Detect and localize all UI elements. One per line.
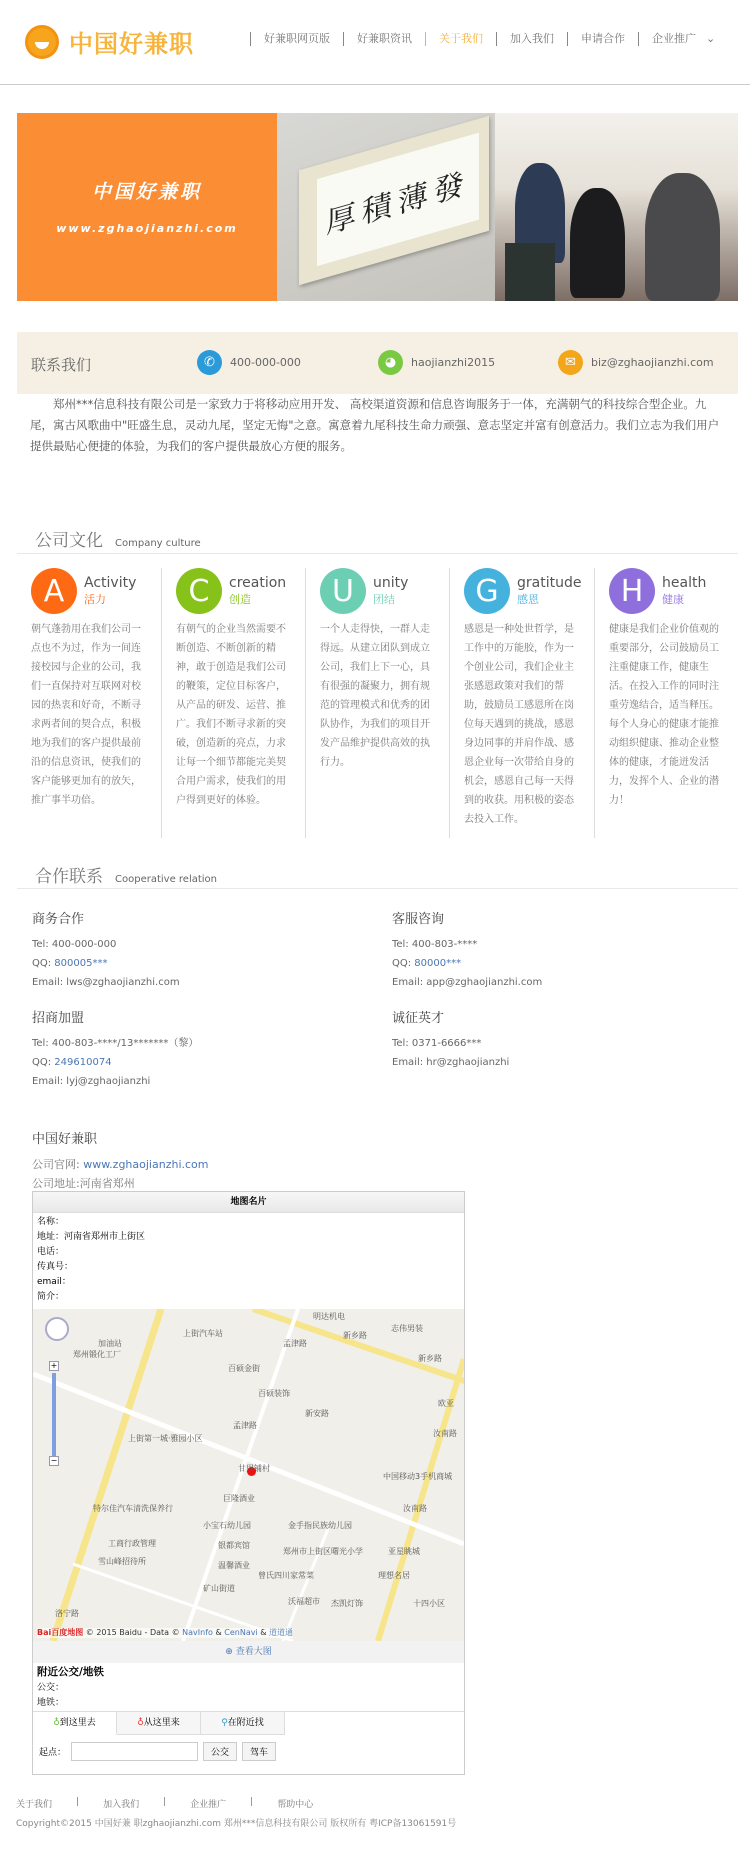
phone-icon: ✆ <box>197 350 222 375</box>
zoom-in-button[interactable]: + <box>50 1361 58 1370</box>
map-label: 郑州市上街区曙光小学 <box>283 1547 363 1556</box>
nav-item-news[interactable]: 好兼职资讯 <box>343 32 425 46</box>
navinfo-link[interactable]: NavInfo <box>182 1628 213 1637</box>
group-tel: Tel: 400-803-**** <box>392 939 478 950</box>
banner-brand-panel <box>17 113 277 301</box>
daodaotong-link[interactable]: 道道通 <box>269 1628 294 1637</box>
map-label: 十四小区 <box>413 1599 445 1608</box>
start-label: 起点： <box>39 1748 67 1758</box>
divider <box>17 888 738 889</box>
map-label: 理想名居 <box>378 1571 410 1580</box>
nav-item-about[interactable]: 关于我们 <box>425 32 496 46</box>
map-label: 曾氏四川家常菜 <box>258 1571 314 1580</box>
zoom-slider[interactable] <box>52 1373 56 1456</box>
culture-list <box>17 568 738 838</box>
green-pin-icon: ♁ <box>53 1718 60 1728</box>
group-email: Email: app@zghaojianzhi.com <box>392 977 543 988</box>
culture-item-activity <box>17 568 161 838</box>
contact-group-service <box>392 910 542 992</box>
qq-link[interactable]: 800005*** <box>54 958 108 969</box>
map-label: 沃福超市 <box>288 1597 320 1606</box>
group-email: Email: lyj@zghaojianzhi <box>32 1076 151 1087</box>
route-form <box>39 1742 276 1761</box>
tab-from-here[interactable] <box>117 1712 201 1735</box>
company-site <box>32 1155 209 1174</box>
bus-button[interactable]: 公交 <box>203 1742 237 1761</box>
cennavi-link[interactable]: CenNavi <box>224 1628 258 1637</box>
map-label: 上街第一城·雅园小区 <box>128 1434 203 1443</box>
map-label: 温馨酒业 <box>218 1561 250 1570</box>
info-email: email： <box>37 1277 71 1287</box>
culture-item-gratitude <box>449 568 594 838</box>
company-name: 中国好兼职 <box>32 1132 98 1147</box>
baidu-logo: Bai百度地图 <box>37 1628 84 1637</box>
footer-link-promotion[interactable]: 企业推广 <box>190 1800 227 1810</box>
amp: & <box>212 1628 225 1637</box>
map-copyright <box>37 1628 293 1638</box>
culture-en: Activity <box>84 575 137 591</box>
contact-bar-title: 联系我们 <box>31 356 92 374</box>
group-qq <box>32 954 180 973</box>
banner-title: 中国好兼职 <box>91 181 202 203</box>
contact-group-business <box>32 910 180 992</box>
info-intro: 简介： <box>37 1292 65 1302</box>
culture-zh: 团结 <box>373 593 395 606</box>
culture-head <box>176 568 291 614</box>
info-address: 地址：河南省郑州市上街区 <box>37 1232 146 1242</box>
map-label: 汝南路 <box>403 1504 427 1513</box>
group-title: 商务合作 <box>32 912 85 927</box>
culture-text: 健康是我们企业价值观的重要部分，公司鼓励员工注重健康工作，健康生活。在投入工作的同时注重劳逸结合，适当释压。每个人身心的健康才能推动组织健康、推动企业整体的健康，才能迸发活力，发挥个人、企业的潜力！ <box>609 624 719 806</box>
cooperation-subtitle: Cooperative relation <box>115 874 218 885</box>
map-card-title: 地图名片 <box>33 1192 464 1213</box>
map-label: 汝南路 <box>433 1429 457 1438</box>
route-tabs <box>33 1711 464 1734</box>
qq-label: QQ: <box>392 958 415 969</box>
red-pin-icon: ♁ <box>137 1718 144 1728</box>
culture-title-zh: 公司文化 <box>35 531 103 551</box>
copyright: Copyright©2015 中国好兼 职zghaojianzhi.com 郑州***信息科技有限公司 版权所有 粤ICP备13061591号 <box>16 1819 457 1829</box>
contact-email <box>558 350 714 375</box>
group-title: 诚征英才 <box>392 1011 445 1026</box>
culture-en: creation <box>229 575 287 591</box>
copyright-prefix: © 2015 Baidu - Data © <box>85 1628 183 1637</box>
map-label: 洛宁路 <box>55 1609 79 1618</box>
company-info <box>32 1130 209 1193</box>
nearby-title: 附近公交/地铁 <box>37 1666 104 1678</box>
culture-head <box>31 568 147 614</box>
smiley-logo-icon <box>25 25 59 59</box>
map-label: 特尔佳汽车清洗保养行 <box>93 1504 173 1513</box>
nav-item-join[interactable]: 加入我们 <box>496 32 567 46</box>
map-label: 中国移动3手机商城 <box>383 1472 453 1481</box>
separator: | <box>250 1797 254 1807</box>
map-label: 加油站 <box>98 1339 122 1348</box>
contact-wechat <box>378 350 495 375</box>
map-label: 新乡路 <box>418 1354 442 1363</box>
letter-circle-icon: C <box>176 568 222 614</box>
letter-circle-icon: U <box>320 568 366 614</box>
view-large-label: 查看大图 <box>235 1647 272 1657</box>
tab-go-here[interactable] <box>33 1712 117 1735</box>
map-label: 小宝石幼儿园 <box>203 1521 251 1530</box>
contact-phone <box>197 350 301 375</box>
culture-text: 朝气蓬勃用在我们公司一点也不为过，作为一间连接校园与企业的公司，我们一直保持对互联网对校园的热衷和好奇，不断寻求两者间的契合点，积极地为我们的客户提供最前沿的信息资讯，使我们的客户能够更加有的放矢，推广事半功倍。 <box>31 624 141 806</box>
phone-number: 400-000-000 <box>230 356 301 369</box>
chevron-down-icon: ⌄ <box>706 32 716 45</box>
nav-item-cooperate[interactable]: 申请合作 <box>567 32 638 46</box>
banner-url: www.zghaojianzhi.com <box>56 222 238 235</box>
group-email: Email: lws@zghaojianzhi.com <box>32 977 180 988</box>
wechat-id: haojianzhi2015 <box>411 356 496 369</box>
culture-zh: 活力 <box>84 593 106 606</box>
group-email: Email: hr@zghaojianzhi <box>392 1057 510 1068</box>
culture-item-creation <box>161 568 305 838</box>
footer-link-help[interactable]: 帮助中心 <box>277 1800 314 1810</box>
banner <box>17 113 738 301</box>
map-label: 甘里铺村 <box>238 1464 270 1473</box>
map-label: 百硕金街 <box>228 1364 260 1373</box>
tab-label: 在附近找 <box>227 1718 264 1728</box>
map-card <box>32 1191 465 1775</box>
site-label: 公司官网: <box>32 1158 84 1171</box>
tab-search-nearby[interactable] <box>201 1712 285 1735</box>
map-label: 孟津路 <box>233 1421 257 1430</box>
nearby-transit <box>33 1663 464 1713</box>
pan-control-icon[interactable] <box>45 1317 69 1341</box>
map-label: 百硕装饰 <box>258 1389 290 1398</box>
contact-group-hr <box>392 1009 509 1072</box>
footer-link-about[interactable]: 关于我们 <box>16 1800 53 1810</box>
baidu-map[interactable] <box>33 1309 464 1641</box>
group-title: 客服咨询 <box>392 912 445 927</box>
culture-text: 感恩是一种处世哲学，是工作中的万能胶，作为一个创业公司，我们企业主张感恩政策对我们的帮助，鼓励员工感恩所在岗位每天遇到的挑战，感恩身边同事的并肩作战、感恩企业每一次带给自身的机会，感恩自己每一天得到的收获。用积极的姿态去投入工作。 <box>464 624 574 825</box>
map-label: 郑州锻化工厂 <box>73 1350 121 1359</box>
culture-item-unity <box>305 568 449 838</box>
map-label: 欧亚 <box>438 1399 454 1408</box>
calligraphy-text: 厚積薄發 <box>317 133 479 266</box>
culture-en: gratitude <box>517 575 582 591</box>
drive-button[interactable]: 驾车 <box>242 1742 276 1761</box>
divider <box>17 553 738 554</box>
logo-text: 中国好兼职 <box>69 30 194 58</box>
qq-link[interactable]: 80000*** <box>414 958 462 969</box>
logo[interactable] <box>25 24 194 59</box>
cooperation-title <box>35 862 217 887</box>
culture-text: 有朝气的企业当然需要不断创造、不断创新的精神，敢于创造是我们公司的鞭策，定位目标客户，从产品的研发、运营、推广。我们不断寻求新的突破，创造新的亮点，力求让每一个细节都能完美契合用户需求，使我们的用户得到更好的体验。 <box>176 624 286 806</box>
contact-bar <box>17 332 738 394</box>
contact-group-franchise <box>32 1009 198 1091</box>
wechat-icon: ◕ <box>378 350 403 375</box>
qq-label: QQ: <box>32 958 55 969</box>
nav-item-promotion[interactable] <box>638 32 728 46</box>
info-fax: 传真号： <box>37 1262 74 1272</box>
letter-circle-icon: A <box>31 568 77 614</box>
zoom-magnifier-icon: ⊕ <box>225 1647 236 1657</box>
culture-head <box>320 568 435 614</box>
view-large-map-link[interactable] <box>33 1641 464 1663</box>
separator: | <box>163 1797 167 1807</box>
map-label: 巨隆酒业 <box>223 1494 255 1503</box>
map-label: 银都宾馆 <box>218 1541 250 1550</box>
culture-zh: 健康 <box>662 593 684 606</box>
map-label: 亚星眺城 <box>388 1547 420 1556</box>
company-address: 公司地址:河南省郑州 <box>32 1177 135 1190</box>
email-address[interactable]: biz@zghaojianzhi.com <box>591 356 714 369</box>
letter-circle-icon: G <box>464 568 510 614</box>
info-name: 名称： <box>37 1217 65 1227</box>
map-label: 明达机电 <box>313 1312 345 1321</box>
banner-office-photo <box>495 113 738 301</box>
header <box>0 0 750 85</box>
map-label: 杰凯灯饰 <box>331 1599 363 1608</box>
map-label: 金手指民族幼儿园 <box>288 1521 352 1530</box>
footer-links <box>16 1797 313 1810</box>
site-link[interactable]: www.zghaojianzhi.com <box>83 1158 209 1171</box>
group-tel: Tel: 400-000-000 <box>32 939 117 950</box>
qq-link[interactable]: 249610074 <box>54 1057 112 1068</box>
tab-label: 从这里来 <box>143 1718 180 1728</box>
culture-zh: 创造 <box>229 593 251 606</box>
company-intro: 郑州***信息科技有限公司是一家致力于将移动应用开发、 高校渠道资源和信息咨询服务于一体，充满朝气的科技综合型企业。九尾，寓古风歌曲中"旺盛生息，灵动九尾，坚定无悔"之意。寓意着九尾科技生命力顽强、意志坚定并富有创意活力。我们立志为我们用户提供最贴心便捷的体验，为我们的客户提供最放心方便的服务。 <box>30 397 720 453</box>
nearby-bus: 公交： <box>37 1683 65 1693</box>
map-label: 上街汽车站 <box>183 1329 223 1338</box>
culture-en: health <box>662 575 707 591</box>
banner-calligraphy-photo <box>277 113 495 301</box>
nav-item-promotion-label: 企业推广 <box>652 32 696 45</box>
group-qq <box>32 1053 198 1072</box>
footer-link-join[interactable]: 加入我们 <box>103 1800 140 1810</box>
culture-head <box>609 568 724 614</box>
nav-item-web[interactable]: 好兼职网页版 <box>250 32 343 46</box>
main-nav <box>250 32 728 46</box>
search-icon: ⚲ <box>221 1718 228 1728</box>
amp: & <box>257 1628 270 1637</box>
group-tel: Tel: 0371-6666*** <box>392 1038 482 1049</box>
culture-en: unity <box>373 575 409 591</box>
zoom-out-button[interactable]: − <box>50 1456 58 1465</box>
qq-label: QQ: <box>32 1057 55 1068</box>
map-card-info <box>33 1213 464 1307</box>
map-label: 雪山峰招待所 <box>98 1557 146 1566</box>
map-label: 工商行政管理 <box>108 1539 156 1548</box>
nearby-subway: 地铁： <box>37 1698 65 1708</box>
group-title: 招商加盟 <box>32 1011 85 1026</box>
culture-zh: 感恩 <box>517 593 539 606</box>
culture-head <box>464 568 580 614</box>
culture-item-health <box>594 568 738 838</box>
tab-label: 到这里去 <box>59 1718 96 1728</box>
map-label: 志伟男装 <box>391 1324 423 1333</box>
culture-text: 一个人走得快，一群人走得远。从建立团队到成立公司，我们上下一心，具有很强的凝聚力，拥有规范的管理模式和优秀的团队协作，为我们的项目开发产品维护提供高效的执行力。 <box>320 624 430 768</box>
group-qq <box>392 954 542 973</box>
culture-subtitle: Company culture <box>115 538 201 549</box>
map-label: 孟津路 <box>283 1339 307 1348</box>
group-tel: Tel: 400-803-****/13*******（黎） <box>32 1038 199 1049</box>
mail-icon: ✉ <box>558 350 583 375</box>
start-input[interactable] <box>71 1742 198 1761</box>
map-label: 新乡路 <box>343 1331 367 1340</box>
culture-title <box>35 526 201 551</box>
map-label: 矿山街道 <box>203 1584 235 1593</box>
map-label: 新安路 <box>305 1409 329 1418</box>
info-phone: 电话： <box>37 1247 65 1257</box>
cooperation-title-zh: 合作联系 <box>35 867 103 887</box>
separator: | <box>76 1797 80 1807</box>
letter-circle-icon: H <box>609 568 655 614</box>
